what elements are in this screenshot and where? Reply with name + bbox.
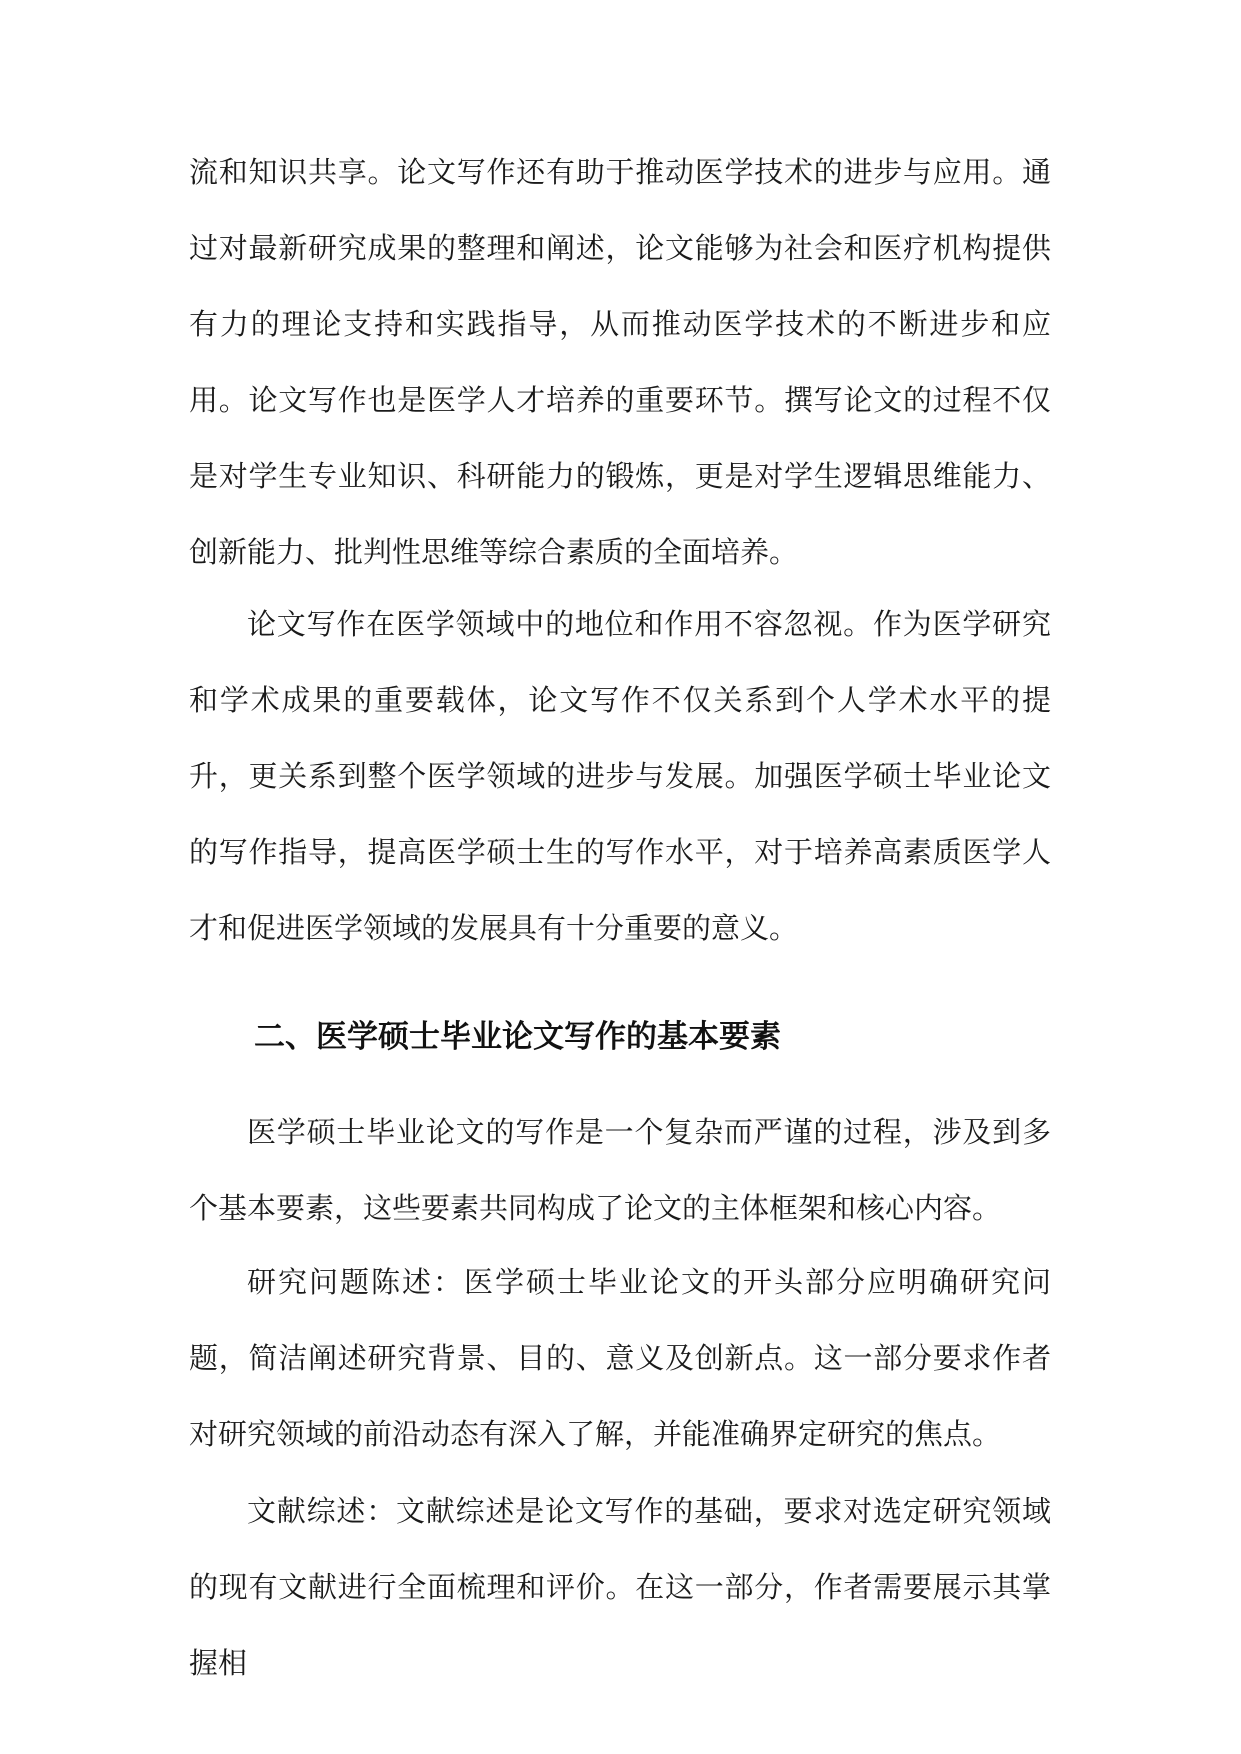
paragraph-introduction: 医学硕士毕业论文的写作是一个复杂而严谨的过程，涉及到多个基本要素，这些要素共同构成了论文的主体框架和核心内容。 [189,1115,1051,1225]
paragraph-continuation: 流和知识共享。论文写作还有助于推动医学技术的进步与应用。通过对最新研究成果的整理和阐述，论文能够为社会和医疗机构提供有力的理论支持和实践指导，从而推动医学技术的不断进步和应用。论文写作也是医学人才培养的重要环节。撰写论文的过程不仅是对学生专业知识、科研能力的锻炼，更是对学生逻辑思维能力、创新能力、批判性思维等综合素质的全面培养。 [189,155,1051,569]
paragraph-research-question: 研究问题陈述：医学硕士毕业论文的开头部分应明确研究问题，简洁阐述研究背景、目的、意义及创新点。这一部分要求作者对研究领域的前沿动态有深入了解，并能准确界定研究的焦点。 [189,1265,1051,1451]
section-heading: 二、医学硕士毕业论文写作的基本要素 [254,1019,781,1055]
paragraph-literature-review: 文献综述：文献综述是论文写作的基础，要求对选定研究领域的现有文献进行全面梳理和评价。在这一部分，作者需要展示其掌握相 [189,1494,1051,1680]
paragraph-importance: 论文写作在医学领域中的地位和作用不容忽视。作为医学研究和学术成果的重要载体，论文写作不仅关系到个人学术水平的提升，更关系到整个医学领域的进步与发展。加强医学硕士毕业论文的写作指导，提高医学硕士生的写作水平，对于培养高素质医学人才和促进医学领域的发展具有十分重要的意义。 [189,607,1051,945]
